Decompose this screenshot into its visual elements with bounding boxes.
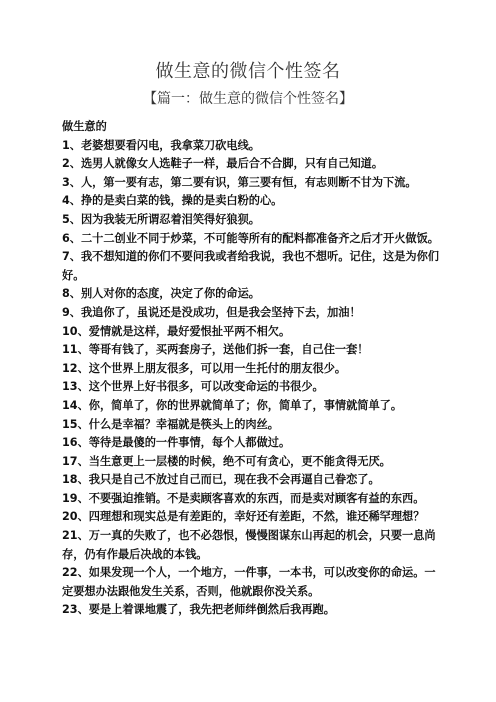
list-item: 7、我不想知道的你们不要问我或者给我说，我也不想听。记住，这是为你们好。 — [62, 250, 439, 282]
list-item: 23、要是上着课地震了，我先把老师绊倒然后我再跑。 — [62, 603, 335, 617]
list-item: 8、别人对你的态度，决定了你的命运。 — [62, 287, 260, 301]
list-item: 9、我追你了，虽说还是没成功，但是我会坚持下去，加油！ — [62, 305, 361, 319]
list-item: 13、这个世界上好书很多，可以改变命运的书很少。 — [62, 380, 324, 394]
list-item: 1、老婆想要看闪电，我拿菜刀砍电线。 — [62, 138, 260, 152]
list-item: 5、因为我装无所谓忍着泪笑得好狼狈。 — [62, 212, 260, 226]
list-item: 12、这个世界上朋友很多，可以用一生托付的朋友很少。 — [62, 361, 347, 375]
signature-list — [62, 137, 442, 620]
list-item: 10、爱情就是这样，最好爱恨扯平两不相欠。 — [62, 324, 291, 338]
list-item: 18、我只是自己不放过自己而已，现在我不会再逼自己眷恋了。 — [62, 473, 380, 487]
list-item: 22、如果发现一个人，一个地方，一件事，一本书，可以改变你的命运。一定要想办法跟他发生关系，否则，他就跟你没关系。 — [62, 566, 436, 598]
list-item: 14、你，简单了，你的世界就简单了；你，简单了，事情就简单了。 — [62, 398, 403, 412]
list-item: 15、什么是幸福？幸福就是筷头上的肉丝。 — [62, 417, 279, 431]
list-item: 6、二十二创业不同于炒菜，不可能等所有的配料都准备齐之后才开火做饭。 — [62, 231, 439, 245]
document-body — [62, 118, 442, 620]
list-item: 4、挣的是卖白菜的钱，操的是卖白粉的心。 — [62, 194, 283, 208]
document-title: 做生意的微信个性签名 — [155, 61, 341, 82]
list-item: 19、不要强迫推销。不是卖顾客喜欢的东西，而是卖对顾客有益的东西。 — [62, 491, 425, 505]
list-item: 3、人，第一要有志，第二要有识，第三要有恒，有志则断不甘为下流。 — [62, 175, 417, 189]
list-item: 11、等哥有钱了，买两套房子，送他们拆一套，自己住一套！ — [62, 343, 369, 357]
list-item: 2、选男人就像女人选鞋子一样，最后合不合脚，只有自己知道。 — [62, 157, 384, 171]
list-item: 16、等待是最傻的一件事情，每个人都做过。 — [62, 436, 291, 450]
list-item: 21、万一真的失败了，也不必怨恨，慢慢图谋东山再起的机会，只要一息尚存，仍有作最后决战的本钱。 — [62, 529, 436, 561]
intro-label: 做生意的 — [62, 120, 107, 133]
list-item: 20、四理想和现实总是有差距的，幸好还有差距，不然，谁还稀罕理想？ — [62, 510, 425, 524]
section-heading: 【篇一：做生意的微信个性签名】 — [143, 91, 353, 107]
list-item: 17、当生意更上一层楼的时候，绝不可有贪心，更不能贪得无厌。 — [62, 454, 391, 468]
